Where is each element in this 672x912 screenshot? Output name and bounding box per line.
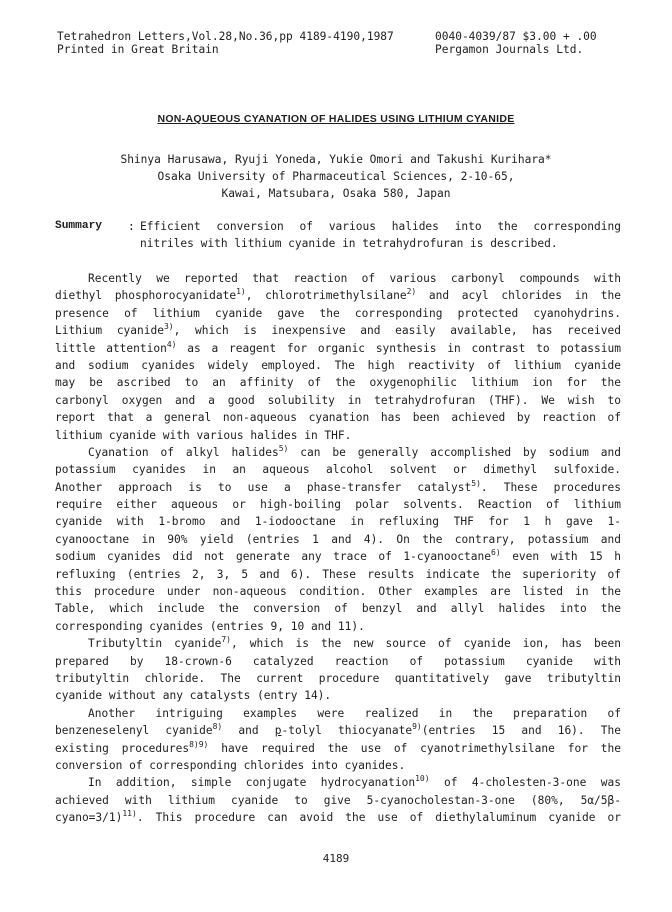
reference-mark: 11) — [122, 809, 137, 819]
body-line: prepared by 18-crown-6 catalyzed reaction of potassium cyanide with — [55, 654, 621, 668]
body-line: cyanide without any catalysts (entry 14). — [55, 689, 332, 703]
reference-mark: 7) — [221, 635, 231, 645]
reference-mark: 10) — [415, 774, 430, 784]
publisher-info — [435, 30, 597, 56]
body-line: refluxing (entries 2, 3, 5 and 6). These results indicate the superiority of — [55, 567, 621, 581]
body-line: lithium cyanide with various halides in THF. — [55, 428, 352, 442]
reference-mark: 8) — [212, 722, 223, 732]
reference-mark: 9) — [412, 722, 422, 732]
page-number: 4189 — [322, 852, 350, 865]
body-line: conversion of corresponding chlorides into cyanides. — [55, 758, 406, 772]
body-line: corresponding cyanides (entries 9, 10 and 11). — [55, 619, 365, 633]
body-line: sodium cyanides did not generate any trace of 1-cyanooctane$^{6)}$ even with 15 h — [55, 548, 621, 564]
summary-label: Summary — [55, 220, 102, 232]
affiliation-line: Osaka University of Pharmaceutical Sciences, 2-10-65, — [157, 170, 515, 183]
summary-line: Efficient conversion of various halides into the corresponding — [140, 220, 621, 233]
body-line: cyanide with 1-bromo and 1-iodooctane in refluxing THF for 1 h gave 1- — [55, 515, 621, 529]
price-line: 0040-4039/87 $3.00 + .00 — [435, 30, 597, 43]
body-line: benzeneselenyl cyanide$^{8)}$ and p-tolyl thiocyanate$^{9)}$(entries 15 and 16). The — [55, 722, 621, 738]
summary-text — [140, 218, 621, 252]
reference-mark: 4) — [166, 339, 177, 349]
body-line: report that a general non-aqueous cyanation has been achieved by reaction of — [55, 411, 621, 425]
paper-title: NON-AQUEOUS CYANATION OF HALIDES USING LITHIUM CYANIDE — [157, 113, 515, 125]
address-line: Kawai, Matsubara, Osaka 580, Japan — [221, 187, 451, 200]
body-line: diethyl phosphorocyanidate$^{1)}$, chlorotrimethylsilane$^{2)}$ and acyl chlorides in the — [55, 287, 622, 303]
body-line: Cyanation of alkyl halides$^{5)}$ can be generally accomplished by sodium and — [88, 443, 621, 459]
body-line: Another approach is to use a phase-transfer catalyst$^{5)}$. These procedures — [55, 478, 621, 494]
body-line: Lithium cyanide$^{3)}$, which is inexpensive and easily available, has received — [55, 322, 621, 338]
body-line: require either aqueous or high-boiling polar solvents. Reaction of lithium — [55, 498, 621, 512]
body-line: and sodium cyanides widely employed. The high reactivity of lithium cyanide — [55, 358, 621, 372]
body-line: Another intriguing examples were realized in the preparation of — [88, 706, 621, 720]
body-line: Recently we reported that reaction of various carbonyl compounds with — [88, 272, 621, 285]
reference-mark: 1) — [236, 287, 246, 297]
body-line: carbonyl oxygen and a good solubility in tetrahydrofuran (THF). We wish to — [55, 393, 621, 407]
body-line: may be ascribed to an affinity of the oxygenophilic lithium ion for the — [55, 376, 621, 390]
body-line: Table, which include the conversion of benzyl and allyl halides into the — [55, 602, 621, 616]
summary-line: nitriles with lithium cyanide in tetrahydrofuran is described. — [140, 237, 558, 250]
reference-mark: 5) — [471, 478, 481, 488]
body-line: Tributyltin cyanide$^{7)}$, which is the new source of cyanide ion, has been — [88, 635, 621, 651]
body-line: In addition, simple conjugate hydrocyanation$^{10)}$ of 4-cholesten-3-one was — [88, 774, 621, 790]
reference-mark: 3) — [163, 322, 174, 332]
reference-mark: 6) — [491, 548, 501, 558]
body-line: existing procedures$^{8)9)}$ have required the use of cyanotrimethylsilane for the — [55, 739, 621, 755]
body-line: this procedure under non-aqueous condition. Other examples are listed in the — [55, 585, 621, 599]
body-line: tributyltin chloride. The current procedure quantitatively gave tributyltin — [55, 671, 621, 685]
body-line: achieved with lithium cyanide to give 5-cyanocholestan-3-one (80%, 5α/5β- — [55, 793, 621, 807]
body-line: presence of lithium cyanide gave the corresponding protected cyanohydrins. — [55, 306, 621, 320]
citation-line: Tetrahedron Letters,Vol.28,No.36,pp 4189-4190,1987 — [57, 30, 394, 43]
reference-mark: 2) — [406, 287, 417, 297]
reference-mark: 5) — [278, 443, 289, 453]
summary-colon: : — [128, 220, 135, 233]
body-line: potassium cyanides in an aqueous alcohol solvent or dimethyl sulfoxide. — [55, 463, 621, 477]
author-names: Shinya Harusawa, Ryuji Yoneda, Yukie Omori and Takushi Kurihara* — [120, 153, 552, 166]
printed-line: Printed in Great Britain — [57, 43, 219, 56]
reference-mark: 8)9) — [189, 739, 209, 749]
body-line: little attention$^{4)}$ as a reagent for organic synthesis in contrast to potassium — [55, 339, 621, 355]
publisher-line: Pergamon Journals Ltd. — [435, 43, 584, 56]
article-body — [55, 270, 621, 827]
body-line: cyano=3/1)$^{11)}$. This procedure can avoid the use of diethylaluminum cyanide or — [55, 809, 621, 825]
body-line: cyanooctane in 90% yield (entries 1 and 4). On the contrary, potassium and — [55, 532, 621, 546]
author-block — [0, 151, 672, 202]
journal-citation — [57, 30, 394, 56]
